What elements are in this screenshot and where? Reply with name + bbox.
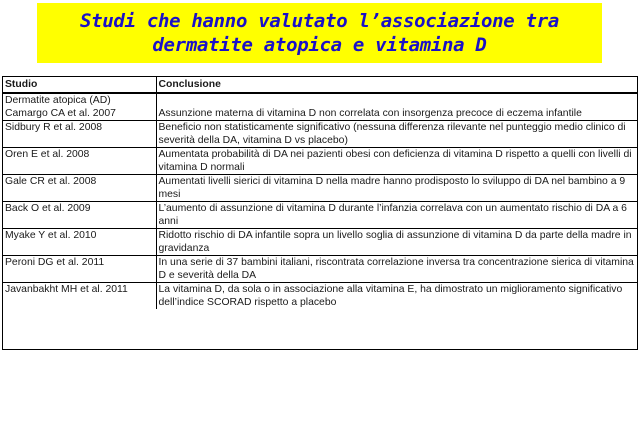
table-header-row bbox=[3, 77, 637, 93]
study-name: Back O et al. 2009 bbox=[5, 203, 91, 214]
conclusion-text: Aumentati livelli sierici di vitamina D nella madre hanno prodisposto lo sviluppo di DA nel bambino a 9 mesi bbox=[158, 176, 626, 200]
conclusion-cell bbox=[156, 283, 637, 310]
table-row bbox=[3, 229, 637, 256]
conclusion-cell bbox=[156, 256, 637, 283]
study-name: Gale CR et al. 2008 bbox=[5, 176, 97, 187]
conclusion-spacer bbox=[159, 94, 636, 107]
conclusion-cell bbox=[156, 93, 637, 121]
slide-title bbox=[37, 3, 602, 63]
conclusion-cell bbox=[156, 229, 637, 256]
header-studio: Studio bbox=[3, 77, 156, 93]
study-name: Peroni DG et al. 2011 bbox=[5, 257, 105, 268]
slide-title-line-1: Studi che hanno valutato l’associazione tra bbox=[80, 10, 559, 32]
study-name: Oren E et al. 2008 bbox=[5, 149, 90, 160]
conclusion-text: La vitamina D, da sola o in associazione alla vitamina E, ha dimostrato un miglioramento significativo dell’indice SCORAD rispetto a placebo bbox=[158, 284, 623, 308]
slide-title-line-2: dermatite atopica e vitamina D bbox=[152, 34, 487, 56]
study-cell bbox=[3, 93, 156, 121]
conclusion-cell bbox=[156, 175, 637, 202]
conclusion-text: Assunzione materna di vitamina D non correlata con insorgenza precoce di eczema infantile bbox=[158, 108, 582, 119]
study-name: Sidbury R et al. 2008 bbox=[5, 122, 103, 133]
study-name: Javanbakht MH et al. 2011 bbox=[5, 284, 128, 295]
study-cell bbox=[3, 148, 156, 175]
conclusion-text: L’aumento di assunzione di vitamina D durante l’infanzia correlava con un aumentato rischio di DA a 6 anni bbox=[158, 203, 627, 227]
conclusion-text: Beneficio non statisticamente significativo (nessuna differenza rilevante nel punteggio medio clinico di severità della DA, vitamina D vs placebo) bbox=[158, 122, 626, 146]
table-row bbox=[3, 202, 637, 229]
conclusion-cell bbox=[156, 148, 637, 175]
study-name: Camargo CA et al. 2007 bbox=[5, 108, 116, 119]
study-cell bbox=[3, 121, 156, 148]
table-row bbox=[3, 283, 637, 310]
table-row bbox=[3, 93, 637, 121]
study-cell bbox=[3, 256, 156, 283]
study-cell bbox=[3, 202, 156, 229]
conclusion-cell bbox=[156, 121, 637, 148]
study-name: Dermatite atopica (AD) bbox=[5, 95, 111, 106]
conclusion-text: Aumentata probabilità di DA nei pazienti obesi con deficienza di vitamina D rispetto a quelli con livelli di vitamina D normali bbox=[158, 149, 632, 173]
conclusion-cell bbox=[156, 202, 637, 229]
studies-table bbox=[2, 76, 638, 350]
conclusion-text: In una serie di 37 bambini italiani, riscontrata correlazione inversa tra concentrazione sierica di vitamina D e severità della DA bbox=[158, 257, 634, 281]
conclusion-text: Ridotto rischio di DA infantile sopra un livello soglia di assunzione di vitamina D da parte della madre in gravidanza bbox=[158, 230, 632, 254]
table-row bbox=[3, 121, 637, 148]
study-cell bbox=[3, 229, 156, 256]
study-name: Myake Y et al. 2010 bbox=[5, 230, 97, 241]
study-cell bbox=[3, 283, 156, 310]
study-cell bbox=[3, 175, 156, 202]
header-conclusione: Conclusione bbox=[156, 77, 637, 93]
table-row bbox=[3, 175, 637, 202]
table-row bbox=[3, 256, 637, 283]
table-row bbox=[3, 148, 637, 175]
